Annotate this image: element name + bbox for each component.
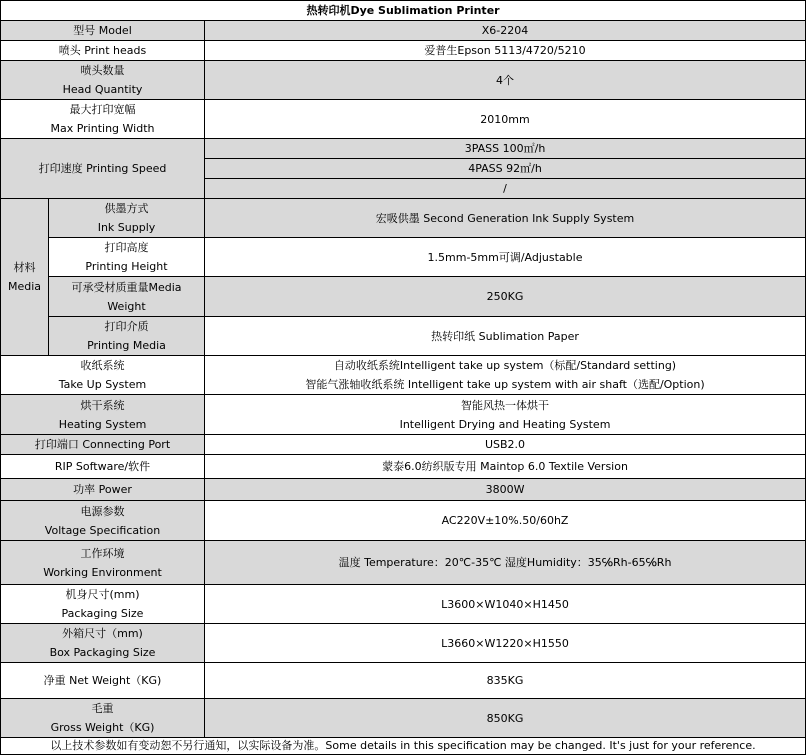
- value-print-heads: 爱普生Epson 5113/4720/5210: [205, 41, 806, 61]
- row-box-size: [1, 624, 806, 663]
- value-max-width: 2010mm: [205, 100, 806, 139]
- label-voltage: [1, 501, 205, 541]
- label-printing-media-en: Printing Media: [87, 339, 166, 352]
- value-printing-media: 热转印纸 Sublimation Paper: [205, 317, 806, 356]
- value-net-weight: 835KG: [205, 663, 806, 699]
- row-gross-weight: [1, 699, 806, 738]
- label-heating-en: Heating System: [58, 417, 147, 431]
- label-media-weight-cn: 可承受材质重量Media: [71, 280, 182, 294]
- label-model: 型号 Model: [1, 21, 205, 41]
- value-power: 3800W: [205, 479, 806, 501]
- label-gross-weight-cn: 毛重: [91, 702, 114, 715]
- value-gross-weight: 850KG: [205, 699, 806, 738]
- value-heating-cn: 智能风热一体烘干: [461, 398, 550, 412]
- row-voltage: [1, 501, 806, 541]
- label-voltage-en: Voltage Specification: [44, 523, 161, 537]
- row-media-weight: [1, 277, 806, 317]
- label-media-cn: 材料: [13, 261, 36, 274]
- label-take-up-en: Take Up System: [58, 378, 147, 391]
- value-model: X6-2204: [205, 21, 806, 41]
- label-take-up: [1, 356, 205, 395]
- row-rip: [1, 455, 806, 479]
- value-speed-other: /: [205, 179, 806, 199]
- value-take-up-option: 智能气涨轴收纸系统 Intelligent take up system with air shaft（选配/Option): [305, 378, 705, 391]
- label-media-en: Media: [7, 280, 42, 293]
- row-port: [1, 435, 806, 455]
- label-machine-size: [1, 585, 205, 624]
- label-printing-media: [49, 317, 205, 356]
- value-speed-3pass: 3PASS 100㎡/h: [205, 139, 806, 159]
- value-environment: 温度 Temperature：20℃-35℃ 湿度Humidity：35℅Rh-65℅Rh: [205, 541, 806, 585]
- label-environment-cn: 工作环境: [80, 546, 125, 560]
- label-heating-cn: 烘干系统: [80, 398, 125, 412]
- value-heating: [205, 395, 806, 435]
- label-machine-size-cn: 机身尺寸(mm): [65, 588, 140, 601]
- label-max-width-cn: 最大打印宽幅: [69, 103, 136, 116]
- label-printing-height: [49, 238, 205, 277]
- row-head-quantity: [1, 61, 806, 100]
- label-printing-height-cn: 打印高度: [104, 241, 149, 254]
- row-model: [1, 21, 806, 41]
- row-ink-supply: [1, 199, 806, 238]
- label-box-size: [1, 624, 205, 663]
- label-media-weight-en: Weight: [107, 299, 146, 313]
- value-media-weight: 250KG: [205, 277, 806, 317]
- label-gross-weight-en: Gross Weight（KG): [50, 721, 155, 734]
- value-port: USB2.0: [205, 435, 806, 455]
- value-box-size: L3660×W1220×H1550: [205, 624, 806, 663]
- label-environment-en: Working Environment: [43, 565, 162, 579]
- value-head-quantity: 4个: [205, 61, 806, 100]
- label-max-width-en: Max Printing Width: [50, 122, 155, 135]
- label-speed: 打印速度 Printing Speed: [1, 139, 205, 199]
- row-power: [1, 479, 806, 501]
- disclaimer-note: 以上技术参数如有变动恕不另行通知，以实际设备为准。Some details in this specification may be changed. It's just for your reference.: [1, 738, 806, 755]
- label-head-quantity-en: Head Quantity: [62, 83, 143, 96]
- label-gross-weight: [1, 699, 205, 738]
- value-rip: 蒙泰6.0纺织版专用 Maintop 6.0 Textile Version: [205, 455, 806, 479]
- label-ink-supply-en: Ink Supply: [97, 221, 156, 234]
- label-power: 功率 Power: [1, 479, 205, 501]
- value-speed-4pass: 4PASS 92㎡/h: [205, 159, 806, 179]
- value-heating-en: Intelligent Drying and Heating System: [399, 417, 611, 431]
- row-heating: [1, 395, 806, 435]
- label-rip: RIP Software/软件: [1, 455, 205, 479]
- label-printing-media-cn: 打印介质: [104, 320, 149, 333]
- label-printing-height-en: Printing Height: [85, 260, 168, 273]
- label-box-size-en: Box Packaging Size: [49, 646, 156, 659]
- row-environment: [1, 541, 806, 585]
- value-machine-size: L3600×W1040×H1450: [205, 585, 806, 624]
- row-printing-media: [1, 317, 806, 356]
- table-title: 热转印机Dye Sublimation Printer: [1, 1, 806, 21]
- label-heating: [1, 395, 205, 435]
- label-environment: [1, 541, 205, 585]
- row-speed-1: [1, 139, 806, 159]
- label-voltage-cn: 电源参数: [80, 504, 125, 518]
- label-ink-supply-cn: 供墨方式: [104, 202, 149, 215]
- value-take-up-standard: 自动收纸系统Intelligent take up system（标配/Standard setting): [333, 359, 677, 372]
- note-row: [1, 738, 806, 755]
- label-ink-supply: [49, 199, 205, 238]
- row-print-heads: [1, 41, 806, 61]
- label-print-heads: 喷头 Print heads: [1, 41, 205, 61]
- row-net-weight: [1, 663, 806, 699]
- label-max-width: [1, 100, 205, 139]
- label-head-quantity-cn: 喷头数量: [80, 64, 125, 77]
- title-row: [1, 1, 806, 21]
- label-media-weight: [49, 277, 205, 317]
- row-printing-height: [1, 238, 806, 277]
- row-max-width: [1, 100, 806, 139]
- label-head-quantity: [1, 61, 205, 100]
- label-port: 打印端口 Connecting Port: [1, 435, 205, 455]
- value-take-up: [205, 356, 806, 395]
- label-media-group: [1, 199, 49, 356]
- row-machine-size: [1, 585, 806, 624]
- value-voltage: AC220V±10%.50/60hZ: [205, 501, 806, 541]
- value-printing-height: 1.5mm-5mm可调/Adjustable: [205, 238, 806, 277]
- label-net-weight: 净重 Net Weight（KG): [1, 663, 205, 699]
- value-ink-supply: 宏吸供墨 Second Generation Ink Supply System: [205, 199, 806, 238]
- row-take-up: [1, 356, 806, 395]
- label-take-up-cn: 收纸系统: [80, 359, 125, 372]
- label-machine-size-en: Packaging Size: [61, 607, 144, 620]
- label-box-size-cn: 外箱尺寸（mm): [62, 627, 143, 640]
